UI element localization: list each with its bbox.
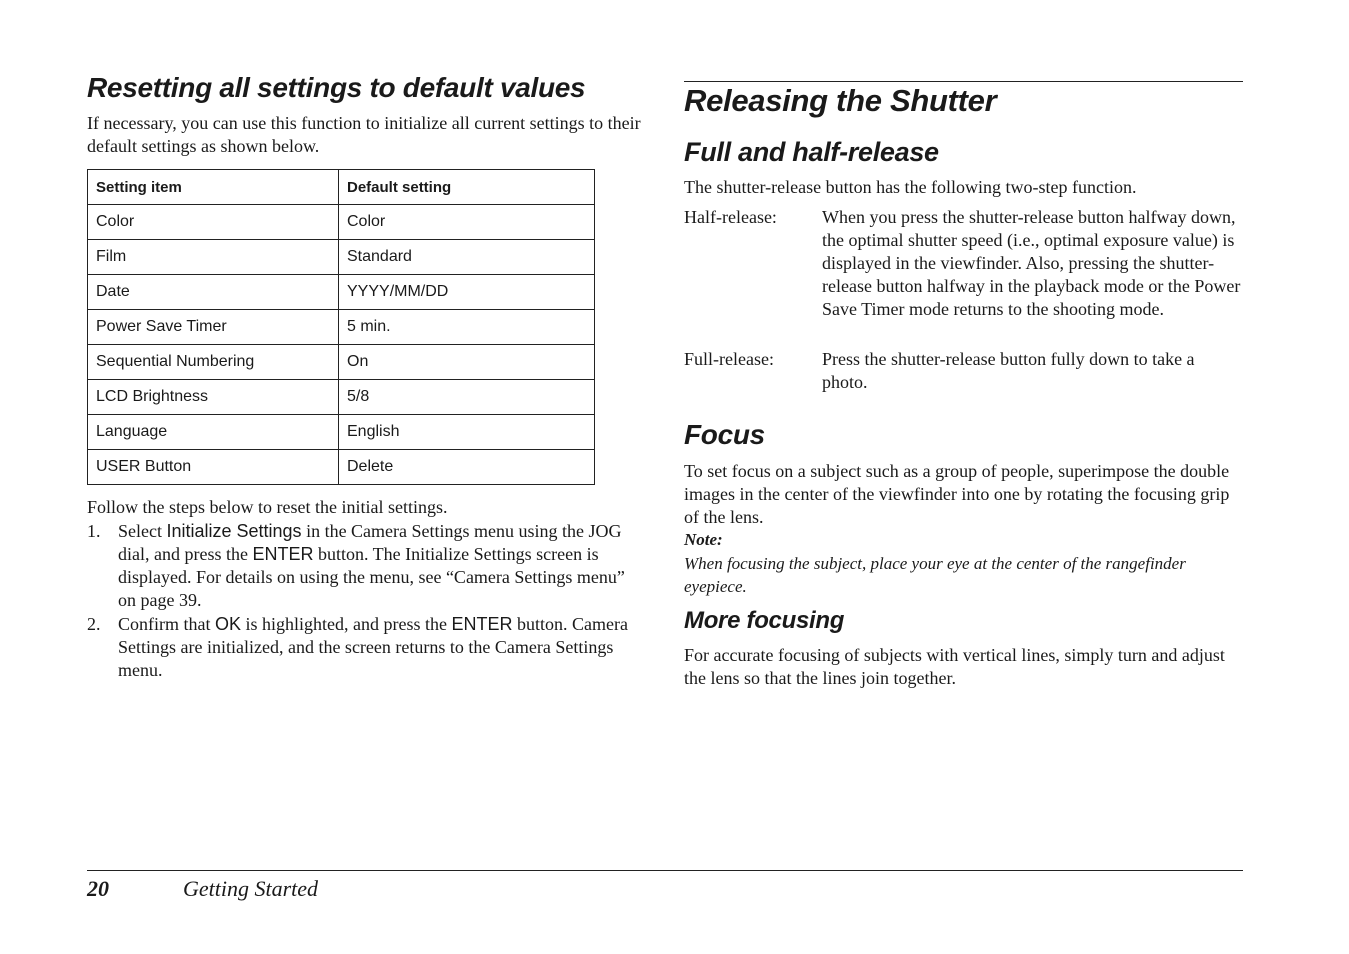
half-release-definition [684, 206, 1244, 321]
column-header-setting-item: Setting item [88, 170, 339, 205]
top-divider [684, 81, 1243, 82]
step-text-part: Select [118, 521, 167, 541]
page-number: 20 [87, 876, 109, 901]
footer-divider [87, 870, 1243, 871]
table-cell-setting: USER Button [88, 450, 339, 485]
table-header-row [88, 170, 595, 205]
table-row [88, 415, 595, 450]
table-row [88, 450, 595, 485]
reset-steps-list [87, 520, 647, 683]
table-row [88, 345, 595, 380]
note-label: Note: [684, 530, 723, 549]
full-release-term: Full-release: [684, 349, 774, 369]
table-cell-setting: Film [88, 240, 339, 275]
step-number: 2. [87, 614, 101, 634]
step-text-part: Confirm that [118, 614, 215, 634]
table-cell-setting: Date [88, 275, 339, 310]
table-cell-setting: Language [88, 415, 339, 450]
table-cell-default: 5/8 [339, 380, 595, 415]
table-cell-default: English [339, 415, 595, 450]
table-cell-default: 5 min. [339, 310, 595, 345]
column-header-default-setting: Default setting [339, 170, 595, 205]
table-cell-setting: Power Save Timer [88, 310, 339, 345]
full-release-definition [684, 348, 1244, 394]
table-row [88, 380, 595, 415]
table-cell-setting: LCD Brightness [88, 380, 339, 415]
step-text [118, 521, 625, 610]
footer-section-name: Getting Started [183, 876, 319, 901]
default-settings-table [87, 169, 595, 485]
table-cell-setting: Color [88, 205, 339, 240]
full-half-release-heading: Full and half-release [684, 137, 939, 167]
list-item [87, 520, 647, 612]
focus-paragraph: To set focus on a subject such as a group of people, superimpose the double images in the center of the viewfinder into one by rotating the focusing grip of the lens. [684, 461, 1230, 527]
half-release-term: Half-release: [684, 207, 777, 227]
table-row [88, 275, 595, 310]
reset-steps-intro: Follow the steps below to reset the initial settings. [87, 497, 448, 517]
half-release-description: When you press the shutter-release button halfway down, the optimal shutter speed (i.e., optimal exposure value) is displayed in the viewfinder. Also, pressing the shutter-release button halfway in the playback mode or the Power Save Timer mode returns to the shooting mode. [822, 207, 1241, 319]
menu-item-name: Initialize Settings [166, 521, 302, 541]
table-cell-setting: Sequential Numbering [88, 345, 339, 380]
full-release-description: Press the shutter-release button fully down to take a photo. [822, 349, 1195, 392]
list-item [87, 613, 647, 682]
button-name: ENTER [451, 614, 513, 634]
table-row [88, 240, 595, 275]
table-cell-default: Color [339, 205, 595, 240]
table-cell-default: On [339, 345, 595, 380]
table-cell-default: Standard [339, 240, 595, 275]
step-text-part: in the Camera Settings menu using the JOG dial, and press the [118, 521, 622, 564]
table-cell-default: YYYY/MM/DD [339, 275, 595, 310]
step-number: 1. [87, 521, 101, 541]
step-text-part: button. The Initialize Settings screen is displayed. For details on using the menu, see “Camera Settings menu” on page 39. [118, 544, 625, 610]
note-text: When focusing the subject, place your eye at the center of the rangefinder eyepiece. [684, 554, 1186, 596]
more-focusing-heading: More focusing [684, 607, 845, 634]
step-text [118, 614, 628, 680]
focus-heading: Focus [684, 419, 765, 450]
more-focusing-paragraph: For accurate focusing of subjects with vertical lines, simply turn and adjust the lens so that the lines join together. [684, 645, 1225, 688]
table-cell-default: Delete [339, 450, 595, 485]
reset-intro-paragraph: If necessary, you can use this function to initialize all current settings to their default settings as shown below. [87, 113, 641, 156]
button-name: ENTER [252, 544, 314, 564]
step-text-part: is highlighted, and press the [241, 614, 452, 634]
shutter-intro-paragraph: The shutter-release button has the following two-step function. [684, 177, 1137, 197]
step-text-part: button. Camera Settings are initialized, and the screen returns to the Camera Settings menu. [118, 614, 628, 680]
table-row [88, 310, 595, 345]
shutter-section-title: Releasing the Shutter [684, 83, 997, 118]
table-row [88, 205, 595, 240]
reset-section-title: Resetting all settings to default values [87, 72, 586, 103]
menu-item-name: OK [215, 614, 242, 634]
